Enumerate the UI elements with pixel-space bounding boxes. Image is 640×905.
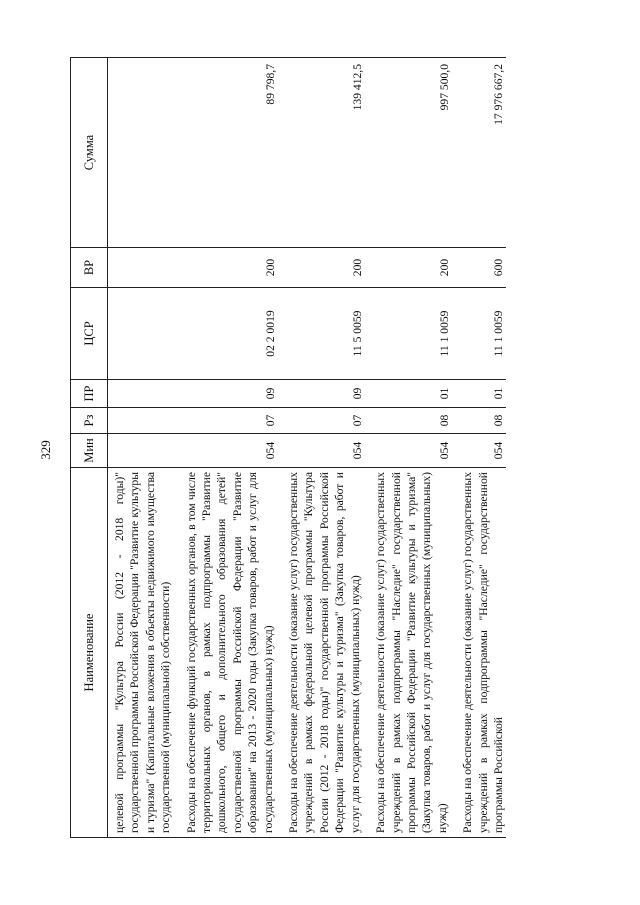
- row-rz: [108, 408, 180, 434]
- row-sum: [108, 58, 180, 248]
- header-name: Наименование: [71, 468, 108, 838]
- row-vr: 600: [456, 248, 506, 288]
- row-rz: 07: [282, 408, 369, 434]
- row-sum: 17 976 667,2: [456, 58, 506, 248]
- row-pr: 01: [369, 380, 456, 408]
- row-csr: 11 1 0059: [369, 288, 456, 380]
- row-vr: 200: [369, 248, 456, 288]
- row-min: 054: [180, 434, 282, 468]
- row-sum: 139 412,5: [282, 58, 369, 248]
- row-csr: 11 5 0059: [282, 288, 369, 380]
- table-row: [369, 58, 456, 838]
- row-name: Расходы на обеспечение деятельности (оказание услуг) государственных учреждений в рамках подпрограммы "Наследие" государственной программы Российской Федерации "Развитие культуры и туризма" (Закупка товаров, работ и услуг для государственных (муниципальных) нужд): [369, 468, 456, 838]
- row-pr: 09: [180, 380, 282, 408]
- table-row: [180, 58, 282, 838]
- row-pr: 01: [456, 380, 506, 408]
- table-header-row: [71, 58, 108, 838]
- row-min: 054: [369, 434, 456, 468]
- row-name: Расходы на обеспечение деятельности (оказание услуг) государственных учреждений в рамках подпрограммы "Наследие" государственной программы Российской: [456, 468, 506, 838]
- rotated-budget-table: [70, 58, 630, 838]
- header-csr: ЦСР: [71, 288, 108, 380]
- header-rz: Рз: [71, 408, 108, 434]
- row-sum: 89 798,7: [180, 58, 282, 248]
- row-csr: 02 2 0019: [180, 288, 282, 380]
- row-rz: 08: [369, 408, 456, 434]
- header-min: Мин: [71, 434, 108, 468]
- row-min: 054: [456, 434, 506, 468]
- row-rz: 08: [456, 408, 506, 434]
- row-name: Расходы на обеспечение функций государственных органов, в том числе территориальных органов, в рамках подпрограммы "Развитие дошкольного, общего и дополнительного образования детей" государственной программы Российской Федерации "Развитие образования" на 2013 - 2020 годы (Закупка товаров, работ и услуг для государственных (муниципальных) нужд): [180, 468, 282, 838]
- row-csr: 11 1 0059: [456, 288, 506, 380]
- row-name: целевой программы "Культура России (2012 - 2018 годы)" государственной программы Российской Федерации "Развитие культуры и туризма" (Капитальные вложения в объекты недвижимого имущества государственной (муниципальной) собственности): [108, 468, 180, 838]
- row-pr: [108, 380, 180, 408]
- row-vr: 200: [282, 248, 369, 288]
- row-rz: 07: [180, 408, 282, 434]
- row-name: Расходы на обеспечение деятельности (оказание услуг) государственных учреждений в рамках федеральной целевой программы "Культура России (2012 - 2018 годы)" государственной программы Российской Федерации "Развитие культуры и туризма" (Закупка товаров, работ и услуг для государственных (муниципальных) нужд): [282, 468, 369, 838]
- row-csr: [108, 288, 180, 380]
- row-vr: 200: [180, 248, 282, 288]
- row-pr: 09: [282, 380, 369, 408]
- budget-table: [70, 57, 506, 838]
- header-vr: ВР: [71, 248, 108, 288]
- table-row: [108, 58, 180, 838]
- row-sum: 997 500,0: [369, 58, 456, 248]
- header-sum: Сумма: [71, 58, 108, 248]
- header-pr: ПР: [71, 380, 108, 408]
- row-vr: [108, 248, 180, 288]
- page-number: 329: [38, 440, 53, 460]
- row-min: [108, 434, 180, 468]
- table-row: [456, 58, 506, 838]
- table-row: [282, 58, 369, 838]
- row-min: 054: [282, 434, 369, 468]
